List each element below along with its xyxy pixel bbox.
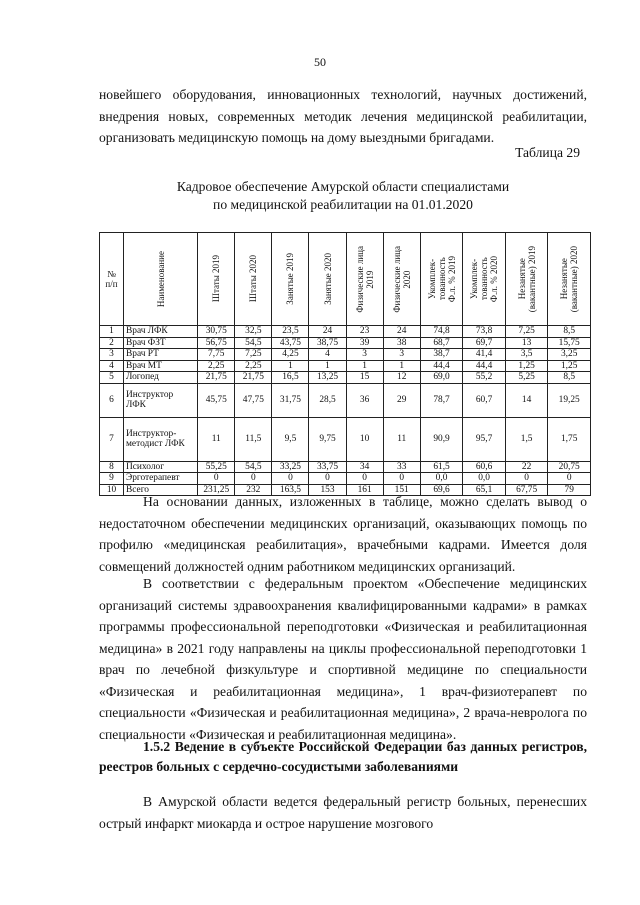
paragraph-federal-project: В соответствии с федеральным проектом «Обеспечение медицинских организаций системы здравоохранения квалифицированными кадрами» в рамках программы профессиональной переподготовки «Физическая и реабилитационная медицина» в 2021 году направлены на циклы профессиональной переподготовки 1 врач по лечебной физкультуре и спортивной медицине по специальности «Физическая и реабилитационная медицина», 1 врач-физиотерапевт по специальности «Физическая и реабилитационная медицина», 2 врача-невролога по специальности «Физическая и реабилитационная медицина». — [99, 576, 587, 742]
value-cell: 22 — [505, 461, 548, 473]
value-cell: 23,5 — [272, 326, 309, 338]
value-cell: 31,75 — [272, 383, 309, 417]
staffing-table — [99, 232, 591, 496]
value-cell: 1 — [383, 360, 420, 372]
value-cell: 163,5 — [272, 484, 309, 496]
row-number-cell: 8 — [100, 461, 124, 473]
value-cell: 15 — [346, 372, 383, 384]
value-cell: 24 — [383, 326, 420, 338]
value-cell: 7,75 — [198, 349, 235, 361]
value-cell: 95,7 — [463, 417, 506, 461]
value-cell: 67,75 — [505, 484, 548, 496]
value-cell: 3,25 — [548, 349, 591, 361]
row-name-cell: Врач МТ — [124, 360, 198, 372]
value-cell: 60,6 — [463, 461, 506, 473]
value-cell: 33,75 — [309, 461, 346, 473]
row-number-cell: 7 — [100, 417, 124, 461]
value-cell: 90,9 — [420, 417, 463, 461]
header-cell: Штаты 2019 — [198, 233, 235, 326]
header-cell: Укомплек- тованность Ф.л. % 2019 — [420, 233, 463, 326]
value-cell: 39 — [346, 337, 383, 349]
value-cell: 78,7 — [420, 383, 463, 417]
value-cell: 68,7 — [420, 337, 463, 349]
header-cell: Незанятые (вакантные) 2020 — [548, 233, 591, 326]
header-cell: Штаты 2020 — [235, 233, 272, 326]
value-cell: 33,25 — [272, 461, 309, 473]
caption-line-1: Кадровое обеспечение Амурской области специалистами — [176, 179, 510, 194]
value-cell: 7,25 — [235, 349, 272, 361]
value-cell: 232 — [235, 484, 272, 496]
value-cell: 28,5 — [309, 383, 346, 417]
value-cell: 4 — [309, 349, 346, 361]
header-cell: Укомплек- тованность Ф.л. % 2020 — [463, 233, 506, 326]
value-cell: 5,25 — [505, 372, 548, 384]
value-cell: 1,25 — [505, 360, 548, 372]
caption-line-2: по медицинской реабилитации на 01.01.2020 — [213, 197, 473, 212]
table-row — [100, 417, 591, 461]
header-cell: Физические лица 2019 — [346, 233, 383, 326]
value-cell: 60,7 — [463, 383, 506, 417]
table-row — [100, 461, 591, 473]
value-cell: 44,4 — [463, 360, 506, 372]
header-cell: № п/п — [100, 233, 124, 326]
value-cell: 1,25 — [548, 360, 591, 372]
table-row — [100, 372, 591, 384]
value-cell: 43,75 — [272, 337, 309, 349]
value-cell: 0,0 — [463, 473, 506, 485]
value-cell: 2,25 — [235, 360, 272, 372]
header-cell: Занятые 2020 — [309, 233, 346, 326]
value-cell: 0 — [548, 473, 591, 485]
value-cell: 9,5 — [272, 417, 309, 461]
value-cell: 10 — [346, 417, 383, 461]
value-cell: 13 — [505, 337, 548, 349]
section-heading: 1.5.2 Ведение в субъекте Российской Федерации баз данных регистров, реестров больных с сердечно-сосудистыми заболеваниями — [99, 739, 587, 774]
paragraph-registry: В Амурской области ведется федеральный регистр больных, перенесших острый инфаркт миокарда и острое нарушение мозгового — [99, 794, 587, 831]
value-cell: 23 — [346, 326, 383, 338]
value-cell: 69,7 — [463, 337, 506, 349]
value-cell: 41,4 — [463, 349, 506, 361]
value-cell: 161 — [346, 484, 383, 496]
value-cell: 7,25 — [505, 326, 548, 338]
row-name-cell: Врач ЛФК — [124, 326, 198, 338]
value-cell: 14 — [505, 383, 548, 417]
value-cell: 24 — [309, 326, 346, 338]
table-label: Таблица 29 — [515, 145, 580, 160]
intro-paragraph: новейшего оборудования, инновационных технологий, научных достижений, внедрения новых, современных методик лечения медицинской реабилитации, организовать медицинскую помощь на дому выездными бригадами. — [99, 87, 587, 145]
row-name-cell: Логопед — [124, 372, 198, 384]
value-cell: 54,5 — [235, 461, 272, 473]
value-cell: 12 — [383, 372, 420, 384]
table-row — [100, 360, 591, 372]
value-cell: 3 — [346, 349, 383, 361]
value-cell: 33 — [383, 461, 420, 473]
value-cell: 47,75 — [235, 383, 272, 417]
row-name-cell: Врач ФЗТ — [124, 337, 198, 349]
page-number: 50 — [314, 55, 326, 69]
header-cell: Незанятые (вакантные) 2019 — [505, 233, 548, 326]
row-name-cell: Всего — [124, 484, 198, 496]
value-cell: 8,5 — [548, 326, 591, 338]
row-number-cell: 2 — [100, 337, 124, 349]
table-row — [100, 326, 591, 338]
value-cell: 79 — [548, 484, 591, 496]
value-cell: 55,25 — [198, 461, 235, 473]
table-row — [100, 349, 591, 361]
value-cell: 0 — [235, 473, 272, 485]
value-cell: 0 — [383, 473, 420, 485]
value-cell: 0 — [505, 473, 548, 485]
paragraph-conclusion: На основании данных, изложенных в таблице, можно сделать вывод о недостаточном обеспечении медицинских организаций, оказывающих помощь по профилю «медицинская реабилитация», врачебными кадрами. Имеется доля совмещений должностей одним работником медицинских организаций. — [99, 494, 587, 574]
value-cell: 36 — [346, 383, 383, 417]
value-cell: 56,75 — [198, 337, 235, 349]
value-cell: 1,75 — [548, 417, 591, 461]
value-cell: 21,75 — [198, 372, 235, 384]
table-caption — [99, 178, 587, 214]
row-name-cell: Инструктор ЛФК — [124, 383, 198, 417]
row-number-cell: 4 — [100, 360, 124, 372]
value-cell: 11 — [198, 417, 235, 461]
value-cell: 74,8 — [420, 326, 463, 338]
table-row — [100, 337, 591, 349]
header-cell: Физические лица 2020 — [383, 233, 420, 326]
value-cell: 3,5 — [505, 349, 548, 361]
value-cell: 153 — [309, 484, 346, 496]
row-number-cell: 10 — [100, 484, 124, 496]
table-body — [100, 326, 591, 496]
value-cell: 11 — [383, 417, 420, 461]
value-cell: 44,4 — [420, 360, 463, 372]
value-cell: 1,5 — [505, 417, 548, 461]
value-cell: 1 — [272, 360, 309, 372]
table-row — [100, 383, 591, 417]
value-cell: 73,8 — [463, 326, 506, 338]
table-row — [100, 473, 591, 485]
row-name-cell: Врач РТ — [124, 349, 198, 361]
value-cell: 4,25 — [272, 349, 309, 361]
value-cell: 38 — [383, 337, 420, 349]
value-cell: 0 — [346, 473, 383, 485]
value-cell: 45,75 — [198, 383, 235, 417]
value-cell: 151 — [383, 484, 420, 496]
value-cell: 15,75 — [548, 337, 591, 349]
value-cell: 54,5 — [235, 337, 272, 349]
row-number-cell: 3 — [100, 349, 124, 361]
value-cell: 29 — [383, 383, 420, 417]
value-cell: 69,0 — [420, 372, 463, 384]
row-number-cell: 5 — [100, 372, 124, 384]
value-cell: 231,25 — [198, 484, 235, 496]
table-header-row — [100, 233, 591, 326]
value-cell: 32,5 — [235, 326, 272, 338]
row-number-cell: 9 — [100, 473, 124, 485]
value-cell: 2,25 — [198, 360, 235, 372]
value-cell: 65,1 — [463, 484, 506, 496]
value-cell: 34 — [346, 461, 383, 473]
row-number-cell: 6 — [100, 383, 124, 417]
value-cell: 19,25 — [548, 383, 591, 417]
value-cell: 55,2 — [463, 372, 506, 384]
value-cell: 0,0 — [420, 473, 463, 485]
value-cell: 0 — [198, 473, 235, 485]
value-cell: 11,5 — [235, 417, 272, 461]
value-cell: 13,25 — [309, 372, 346, 384]
row-name-cell: Эрготерапевт — [124, 473, 198, 485]
value-cell: 0 — [309, 473, 346, 485]
value-cell: 30,75 — [198, 326, 235, 338]
value-cell: 1 — [309, 360, 346, 372]
value-cell: 1 — [346, 360, 383, 372]
value-cell: 61,5 — [420, 461, 463, 473]
value-cell: 38,75 — [309, 337, 346, 349]
row-name-cell: Инструктор-методист ЛФК — [124, 417, 198, 461]
value-cell: 38,7 — [420, 349, 463, 361]
row-name-cell: Психолог — [124, 461, 198, 473]
value-cell: 21,75 — [235, 372, 272, 384]
header-cell: Занятые 2019 — [272, 233, 309, 326]
value-cell: 69,6 — [420, 484, 463, 496]
row-number-cell: 1 — [100, 326, 124, 338]
value-cell: 16,5 — [272, 372, 309, 384]
value-cell: 20,75 — [548, 461, 591, 473]
value-cell: 0 — [272, 473, 309, 485]
value-cell: 3 — [383, 349, 420, 361]
value-cell: 8,5 — [548, 372, 591, 384]
header-cell: Наименование — [124, 233, 198, 326]
value-cell: 9,75 — [309, 417, 346, 461]
